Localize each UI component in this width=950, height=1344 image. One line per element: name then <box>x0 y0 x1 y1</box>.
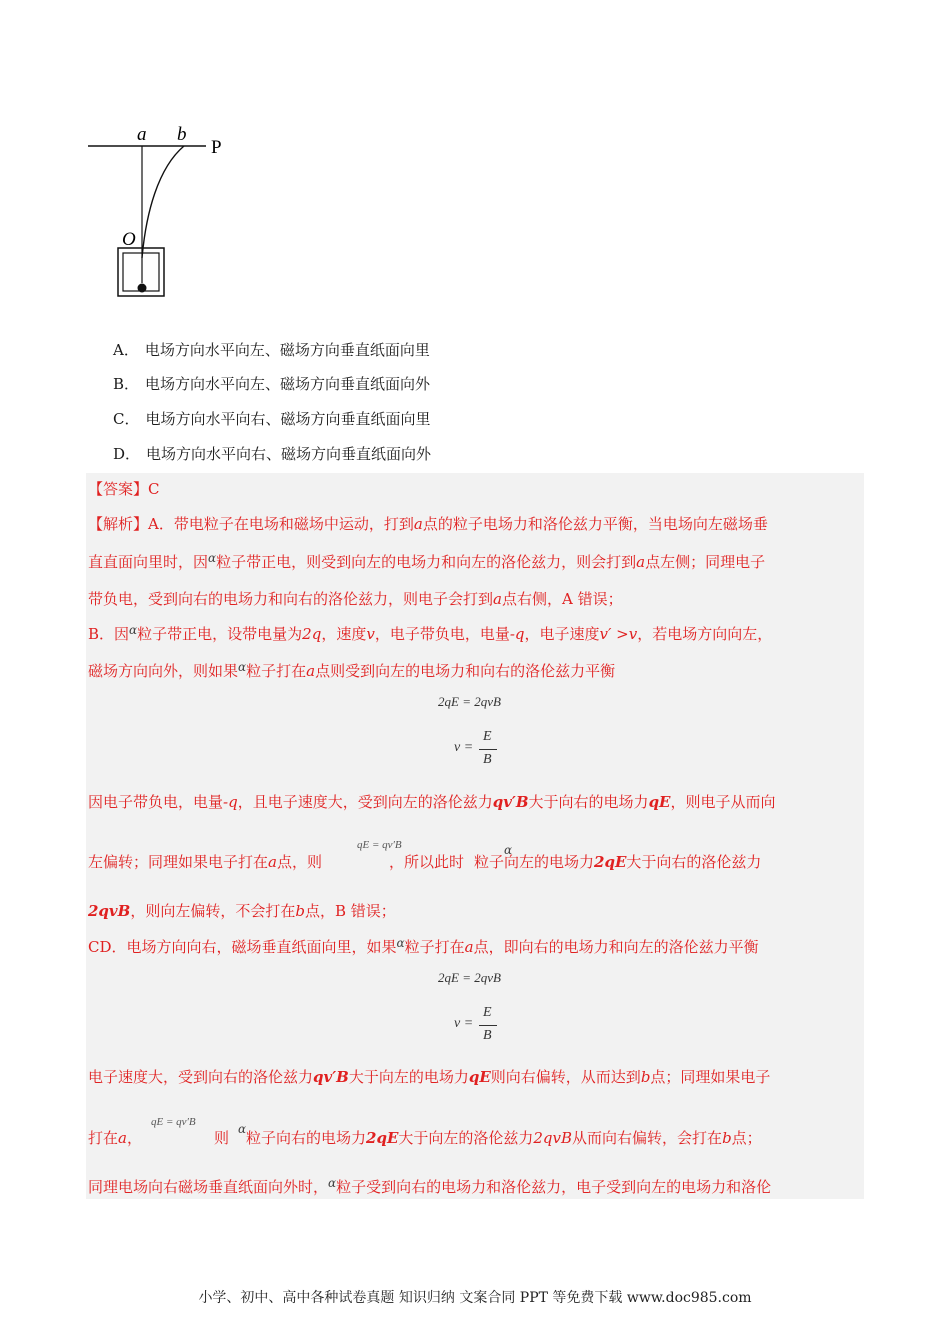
text: 粒子带正电，则受到向左的电场力和向左的洛伦兹力，则会打到 <box>216 553 637 571</box>
text: B．因 <box>88 625 130 643</box>
var-a: a <box>464 938 474 956</box>
answer-value: C <box>148 480 160 498</box>
text: ，电子带负电，电量 <box>374 625 510 643</box>
var-2qe: 2qE <box>366 1129 399 1147</box>
var-2qvb: 2qvB <box>533 1129 573 1147</box>
analysis-line-2 <box>88 552 765 573</box>
var-2qvb: 2qvB <box>88 902 131 920</box>
text: 大于向右的洛伦兹力 <box>626 853 762 871</box>
text: 大于向右的电场力 <box>528 793 649 811</box>
analysis-line-11 <box>88 1128 762 1148</box>
inline-equation-2: qE = qv′B <box>151 1116 196 1128</box>
var-q: -q <box>509 625 525 643</box>
equation-3: 2qE = 2qvB <box>438 970 501 985</box>
var-b: b <box>295 902 305 920</box>
text: 点的粒子电场力和洛伦兹力平衡，当电场向左磁场垂 <box>422 515 768 533</box>
text: 点； <box>731 1129 762 1147</box>
label-a: a <box>137 124 147 145</box>
text: ，则电子从而向 <box>670 793 776 811</box>
equation-2-num: E <box>483 729 492 744</box>
text: ，速度 <box>321 625 367 643</box>
text: 则 <box>213 1129 229 1147</box>
text: 左偏转；同理如果电子打在 <box>88 853 269 871</box>
analysis-line-7 <box>88 852 761 872</box>
alpha-symbol: α <box>238 660 247 674</box>
text: 带负电，受到向右的电场力和向右的洛伦兹力，则电子会打到 <box>88 590 494 608</box>
option-d <box>113 443 431 464</box>
analysis-line-10 <box>88 1067 770 1087</box>
text: 打在 <box>88 1129 119 1147</box>
analysis-line-12 <box>88 1177 771 1198</box>
option-letter: B． <box>113 375 140 393</box>
equation-1: 2qE = 2qvB <box>438 694 501 709</box>
text: 点左侧；同理电子 <box>645 553 766 571</box>
text: 则向右偏转，从而达到 <box>490 1068 641 1086</box>
var-qe: qE <box>468 1068 491 1086</box>
var-a: a <box>306 662 316 680</box>
analysis-line-3 <box>88 589 623 609</box>
var-v: v <box>366 625 375 643</box>
option-letter: C． <box>113 410 140 428</box>
text: 点，即向右的电场力和向左的洛伦兹力平衡 <box>473 938 759 956</box>
var-vprime: v′ <box>599 625 612 643</box>
option-text: 电场方向水平向右、磁场方向垂直纸面向外 <box>146 445 432 463</box>
option-a <box>113 339 430 360</box>
equation-4-lhs: v = <box>454 1016 474 1031</box>
analysis-label: 【解析】 <box>88 515 149 533</box>
option-text: 电场方向水平向左、磁场方向垂直纸面向外 <box>145 375 431 393</box>
page-footer: 小学、初中、高中各种试卷真题 知识归纳 文案合同 PPT 等免费下载 www.doc985.com <box>198 1290 752 1306</box>
text: 大于向左的电场力 <box>348 1068 469 1086</box>
text: 粒子打在 <box>246 662 307 680</box>
option-b <box>113 373 430 394</box>
source-dot <box>138 284 147 293</box>
answer-line <box>88 479 160 499</box>
curved-path-to-b <box>142 146 184 258</box>
label-b: b <box>177 124 187 145</box>
text: 粒子打在 <box>404 938 465 956</box>
text: 点；同理如果电子 <box>650 1068 771 1086</box>
text: A．带电粒子在电场和磁场中运动，打到 <box>148 515 414 533</box>
answer-panel <box>86 473 864 1199</box>
analysis-line-1 <box>88 514 768 534</box>
alpha-symbol: α <box>129 623 138 637</box>
text: 大于向左的洛伦兹力 <box>398 1129 534 1147</box>
text: 磁场方向向外，则如果 <box>88 662 239 680</box>
text: ， <box>126 1129 142 1147</box>
text: 从而向右偏转，会打在 <box>572 1129 723 1147</box>
var-a: a <box>268 853 277 871</box>
text: 粒子受到向右的电场力和洛伦兹力，电子受到向左的电场力和洛伦 <box>336 1178 772 1196</box>
text: 点，B 错误； <box>304 902 396 920</box>
inline-equation-1: qE = qv′B <box>357 839 402 851</box>
analysis-line-5 <box>88 661 615 682</box>
text: 点右侧，A 错误； <box>501 590 623 608</box>
text: 点，则 <box>276 853 322 871</box>
text: 点则受到向左的电场力和向右的洛伦兹力平衡 <box>315 662 616 680</box>
text: 粒子向左的电场力 <box>474 853 595 871</box>
var-a: a <box>636 553 646 571</box>
var-qvb: qv′B <box>492 793 529 811</box>
text: ，则向左偏转，不会打在 <box>130 902 296 920</box>
text: ，所以此时 <box>388 853 464 871</box>
equation-2-den: B <box>483 752 492 767</box>
analysis-line-9 <box>88 937 759 958</box>
fraction-bar <box>479 1025 497 1026</box>
physics-diagram <box>80 118 240 308</box>
option-text: 电场方向水平向左、磁场方向垂直纸面向里 <box>144 341 430 359</box>
alpha-symbol: α <box>504 843 513 857</box>
text: 粒子向右的电场力 <box>246 1129 367 1147</box>
text: 电子速度大，受到向右的洛伦兹力 <box>88 1068 314 1086</box>
fraction-bar <box>479 749 497 750</box>
option-letter: A． <box>113 341 139 359</box>
equation-4-den: B <box>483 1028 492 1043</box>
label-p: P <box>211 137 222 158</box>
text: 因电子带负电，电量 <box>88 793 224 811</box>
var-a: a <box>413 515 423 533</box>
analysis-line-4 <box>88 624 772 645</box>
text: ，电子速度 <box>524 625 600 643</box>
label-o: O <box>122 229 136 250</box>
equation-4-num: E <box>483 1005 492 1020</box>
var-qvb: qv′B <box>313 1068 349 1086</box>
var-b: b <box>640 1068 651 1086</box>
alpha-symbol: α <box>328 1176 337 1190</box>
text: 同理电场向右磁场垂直纸面向外时， <box>88 1178 329 1196</box>
analysis-line-8 <box>88 901 396 921</box>
option-c <box>113 408 431 429</box>
var-qe: qE <box>648 793 671 811</box>
text: > <box>611 625 629 643</box>
alpha-symbol: α <box>208 551 217 565</box>
var-v: v <box>628 625 638 643</box>
var-a: a <box>118 1129 127 1147</box>
var-2qe: 2qE <box>594 853 627 871</box>
var-2q: 2q <box>302 625 322 643</box>
text: 粒子带正电，设带电量为 <box>137 625 303 643</box>
equation-2-lhs: v = <box>454 740 474 755</box>
alpha-symbol: α <box>238 1122 247 1136</box>
option-text: 电场方向水平向右、磁场方向垂直纸面向里 <box>145 410 431 428</box>
var-q: -q <box>223 793 238 811</box>
option-letter: D． <box>113 445 141 463</box>
text: CD．电场方向向右，磁场垂直纸面向里，如果 <box>88 938 397 956</box>
var-b: b <box>722 1129 732 1147</box>
var-a: a <box>493 590 502 608</box>
text: ，且电子速度大，受到向左的洛伦兹力 <box>237 793 493 811</box>
answer-label: 【答案】 <box>88 480 149 498</box>
alpha-symbol: α <box>396 936 405 950</box>
text: 直直面向里时，因 <box>88 553 209 571</box>
analysis-line-6 <box>88 792 776 812</box>
text: ，若电场方向向左， <box>637 625 773 643</box>
